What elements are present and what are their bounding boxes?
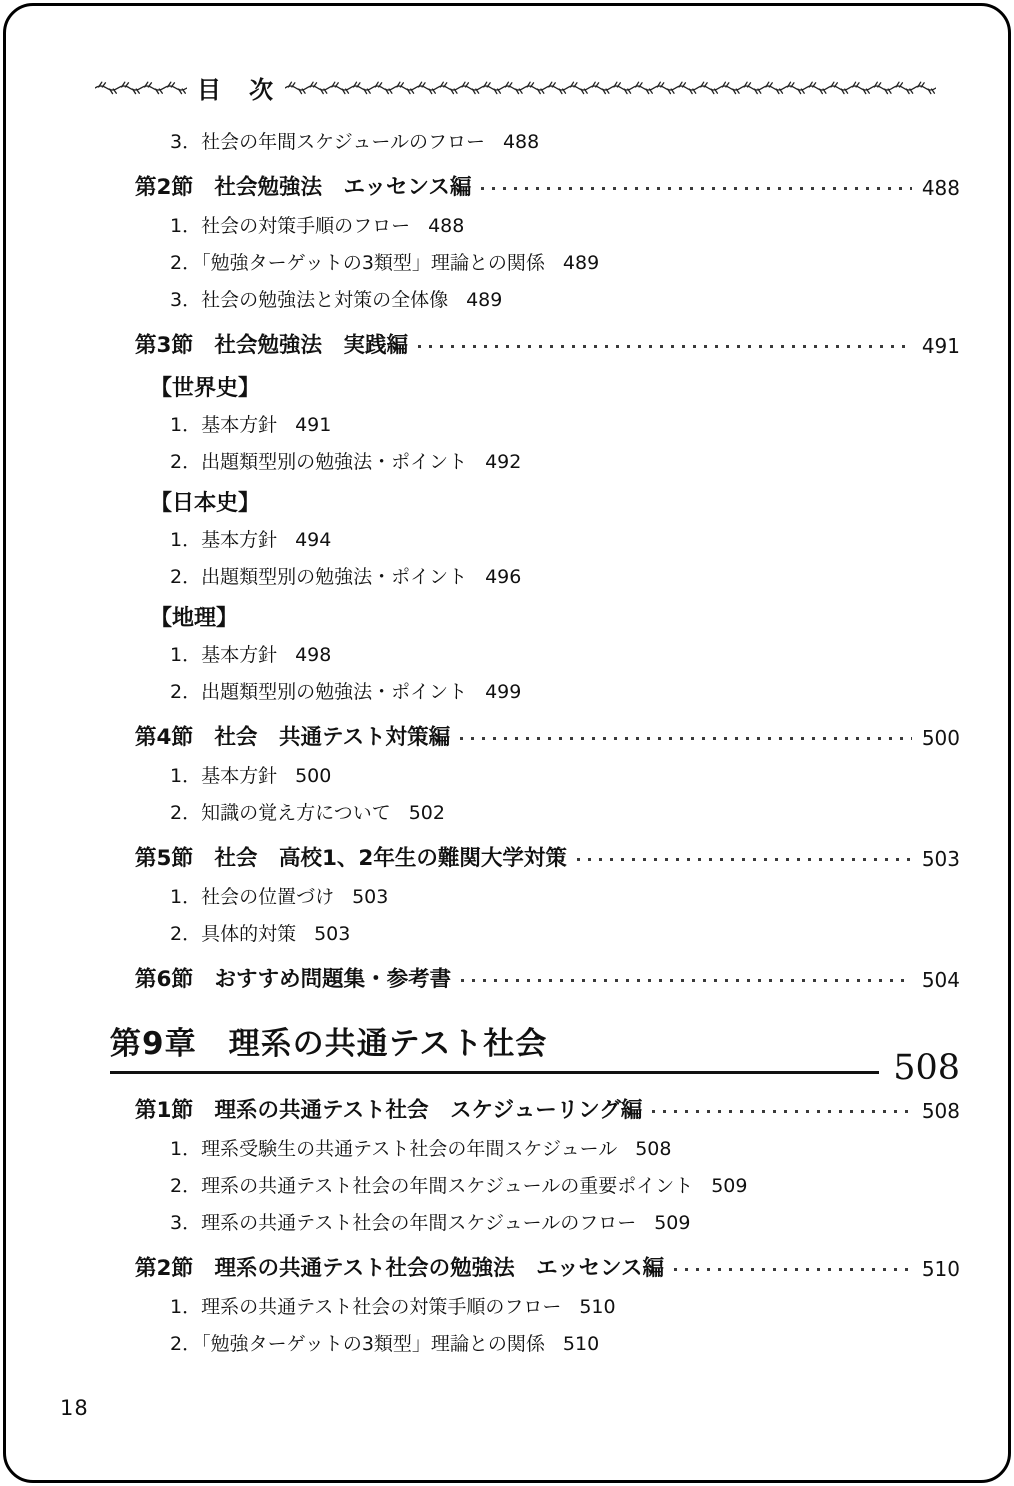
entry-label: 2．「勉強ターゲットの3類型」理論との関係 [170,252,545,274]
entry-label: 【世界史】 [150,376,261,401]
entry-page: 509 [654,1212,691,1234]
entry-page: 503 [314,923,351,945]
entry-label: 3．理系の共通テスト社会の年間スケジュールのフロー [170,1212,637,1234]
toc-entry-section [110,844,960,874]
entry-label: 第5節 社会 高校1、2年生の難関大学対策 [135,846,567,871]
folio-page-number: 18 [60,1396,89,1420]
toc-entry-sub [110,565,960,589]
entry-label: 第6節 おすすめ問題集・参考書 [135,967,452,992]
toc-entry-sub [110,1137,960,1161]
entry-label: 3．社会の年間スケジュールのフロー [170,131,485,153]
entry-page: 496 [485,566,522,588]
toc-entry-sub [110,528,960,552]
toc-entry-sub [110,1295,960,1319]
toc-entry-category [110,604,960,634]
entry-page: 488 [428,215,465,237]
chapter-underline [110,1024,879,1074]
entry-page: 499 [485,681,522,703]
toc-entry-sub [110,1332,960,1356]
toc-header [95,70,936,104]
entry-page: 500 [295,765,332,787]
entry-page: 508 [635,1138,672,1160]
entry-page: 494 [295,529,332,551]
toc-entry-category [110,489,960,519]
entry-label: 3．社会の勉強法と対策の全体像 [170,289,449,311]
toc-entry-section [110,1096,960,1126]
entry-page: 488 [502,131,540,153]
toc-entry-sub [110,643,960,667]
toc-entry-sub [110,450,960,474]
toc-entry-sub [110,251,960,275]
entry-label: 2．出題類型別の勉強法・ポイント [170,681,468,703]
chapter-title: 第9章 理系の共通テスト社会 [110,1026,548,1062]
chapter-page: 508 [893,1048,960,1088]
entry-label: 第3節 社会勉強法 実践編 [135,333,408,358]
toc-entry-section [110,173,960,203]
dot-leader [460,737,912,740]
entry-label: 2．具体的対策 [170,923,297,945]
toc-entry-sub [110,1174,960,1198]
entry-page: 492 [485,451,522,473]
entry-label: 【地理】 [150,606,239,631]
entry-label: 2．「勉強ターゲットの3類型」理論との関係 [170,1333,545,1355]
entry-label: 第1節 理系の共通テスト社会 スケジューリング編 [135,1098,643,1123]
toc-entry-sub [110,922,960,946]
entry-page: 504 [921,968,960,992]
dot-leader [652,1110,912,1113]
toc-entry-sub [110,764,960,788]
toc-entry-section [110,965,960,995]
entry-label: 1．理系受験生の共通テスト社会の年間スケジュール [170,1138,618,1160]
entry-page: 498 [295,644,332,666]
entry-page: 503 [352,886,389,908]
vine-ornament-right-icon [285,78,936,96]
entry-page: 509 [711,1175,748,1197]
entry-label: 1．社会の位置づけ [170,886,335,908]
entry-page: 502 [408,802,445,824]
dot-leader [577,858,912,861]
entry-label: 2．理系の共通テスト社会の年間スケジュールの重要ポイント [170,1175,694,1197]
entry-label: 1．基本方針 [170,644,278,666]
toc-entry-section [110,331,960,361]
toc-entry-sub [110,214,960,238]
entry-page: 491 [295,414,332,436]
toc-entry-chapter [110,1024,960,1088]
entry-label: 1．基本方針 [170,765,278,787]
entry-label: 1．基本方針 [170,414,278,436]
toc-entry-sub [110,1211,960,1235]
toc-entry-sub [110,885,960,909]
entry-page: 489 [466,289,503,311]
dot-leader [481,187,911,190]
toc-entry-section [110,1254,960,1284]
toc-entry-section [110,723,960,753]
entry-label: 第2節 理系の共通テスト社会の勉強法 エッセンス編 [135,1256,665,1281]
toc-entry-category [110,374,960,404]
entry-page: 489 [562,252,600,274]
toc-entry-sub [110,413,960,437]
dot-leader [418,345,912,348]
entry-page: 500 [921,726,960,750]
toc-entry-sub [110,130,960,154]
entry-page: 510 [579,1296,616,1318]
entry-page: 508 [921,1099,960,1123]
entry-label: 第4節 社会 共通テスト対策編 [135,725,451,750]
page-title: 目 次 [197,75,275,104]
toc-entry-sub [110,288,960,312]
entry-label: 【日本史】 [150,491,261,516]
toc-entry-sub [110,801,960,825]
entry-label: 第2節 社会勉強法 エッセンス編 [135,175,472,200]
entry-label: 2．知識の覚え方について [170,802,391,824]
entry-page: 488 [921,176,960,200]
entry-page: 503 [921,847,960,871]
entry-label: 2．出題類型別の勉強法・ポイント [170,566,468,588]
entry-label: 2．出題類型別の勉強法・ポイント [170,451,468,473]
entry-label: 1．社会の対策手順のフロー [170,215,411,237]
toc-list [110,130,960,1369]
dot-leader [461,979,912,982]
entry-label: 1．理系の共通テスト社会の対策手順のフロー [170,1296,562,1318]
toc-entry-sub [110,680,960,704]
entry-label: 1．基本方針 [170,529,278,551]
dot-leader [674,1268,912,1271]
entry-page: 510 [921,1257,960,1281]
vine-ornament-left-icon [95,78,187,96]
entry-page: 510 [562,1333,600,1355]
entry-page: 491 [921,334,960,358]
